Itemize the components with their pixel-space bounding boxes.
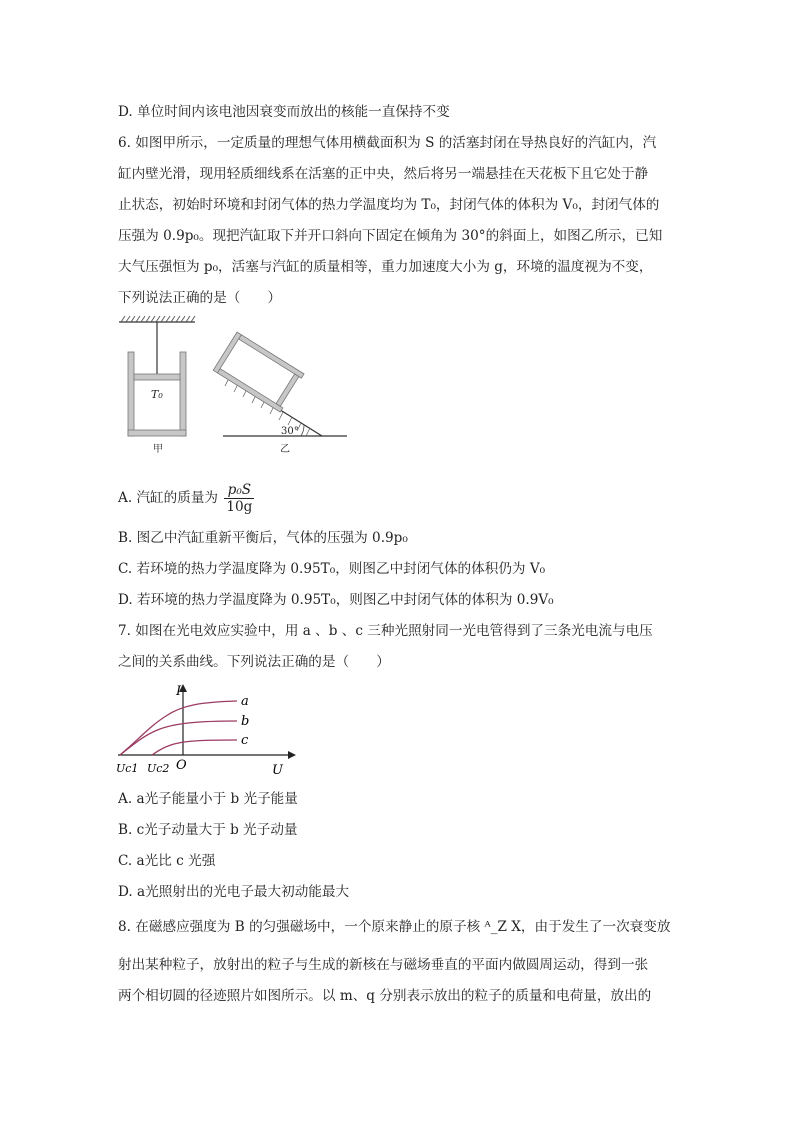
q7-option-c: C. a光比 c 光强 (118, 853, 216, 869)
q5-option-d: D. 单位时间内该电池因衰变而放出的核能一直保持不变 (118, 104, 450, 120)
q7-stem-line-2: 之间的关系曲线。下列说法正确的是（ ） (118, 654, 390, 670)
q6-option-a-text: A. 汽缸的质量为 (118, 490, 219, 506)
q6-option-d: D. 若环境的热力学温度降为 0.95T₀，则图乙中封闭气体的体积为 0.9V₀ (118, 592, 554, 608)
angle-label: 30° (281, 426, 299, 437)
curve-c (152, 740, 237, 755)
q7-stem-line-1: 7. 如图在光电效应实验中，用 a 、b 、c 三种光照射同一光电管得到了三条光电流与电压 (118, 623, 653, 639)
curve-a (120, 701, 237, 755)
curve-c-label: c (241, 733, 249, 748)
curve-b-label: b (241, 714, 250, 729)
q6-stem-line-5: 大气压强恒为 p₀，活塞与汽缸的质量相等，重力加速度大小为 g，环境的温度视为不变， (118, 259, 653, 275)
piston-yi (276, 374, 299, 406)
q6-option-c: C. 若环境的热力学温度降为 0.95T₀，则图乙中封闭气体的体积仍为 V₀ (118, 561, 546, 577)
cylinder-yi (213, 332, 304, 412)
q6-cylinder-figure (115, 312, 355, 462)
q6-stem-line-2: 缸内壁光滑，现用轻质细线系在活塞的正中央，然后将另一端悬挂在天花板下且它处于静 (118, 166, 649, 182)
temperature-label: T₀ (151, 388, 163, 401)
curve-b (120, 721, 237, 755)
q6-stem-line-6: 下列说法正确的是（ ） (118, 290, 282, 306)
figure-label-jia: 甲 (153, 444, 163, 455)
i-axis-label: I (176, 684, 182, 699)
u-axis-arrow (288, 751, 296, 759)
q8-stem-line-2: 射出某种粒子，放射出的粒子与生成的新核在与磁场垂直的平面内做圆周运动，得到一张 (118, 957, 649, 973)
q6-option-b: B. 图乙中汽缸重新平衡后，气体的压强为 0.9p₀ (118, 530, 408, 546)
fraction-denominator: 10g (226, 499, 253, 515)
q8-stem-line-3: 两个相切圆的径迹照片如图所示。以 m、q 分别表示放出的粒子的质量和电荷量，放出的 (118, 988, 652, 1004)
photoelectric-iu-graph (112, 680, 297, 780)
curve-a-label: a (241, 694, 249, 709)
q6-stem-line-4: 压强为 0.9p₀。现把汽缸取下并开口斜向下固定在倾角为 30°的斜面上，如图乙所示，已知 (118, 228, 663, 244)
q8-stem-line-1: 8. 在磁感应强度为 B 的匀强磁场中，一个原来静止的原子核 ᴬ_Z X，由于发生了一次衰变放 (118, 919, 671, 935)
ceiling-hatch (119, 316, 195, 322)
q7-option-a: A. a光子能量小于 b 光子能量 (118, 791, 298, 807)
mass-fraction (224, 482, 254, 515)
uc1-label: Uc1 (116, 762, 139, 775)
origin-label: O (176, 758, 187, 773)
q6-stem-line-3: 止状态，初始时环境和封闭气体的热力学温度均为 T₀，封闭气体的体积为 V₀，封闭气体的 (118, 197, 660, 213)
q7-option-b: B. c光子动量大于 b 光子动量 (118, 822, 298, 838)
q6-stem-line-1: 6. 如图甲所示，一定质量的理想气体用横截面积为 S 的活塞封闭在导热良好的汽缸内，汽 (118, 135, 657, 151)
piston-jia (134, 374, 180, 380)
uc2-label: Uc2 (147, 762, 170, 775)
q6-option-a (118, 482, 254, 515)
q7-option-d: D. a光照射出的光电子最大初动能最大 (118, 884, 350, 900)
fraction-numerator: p₀S (224, 482, 254, 499)
figure-label-yi: 乙 (280, 444, 290, 455)
u-axis-label: U (272, 763, 283, 778)
